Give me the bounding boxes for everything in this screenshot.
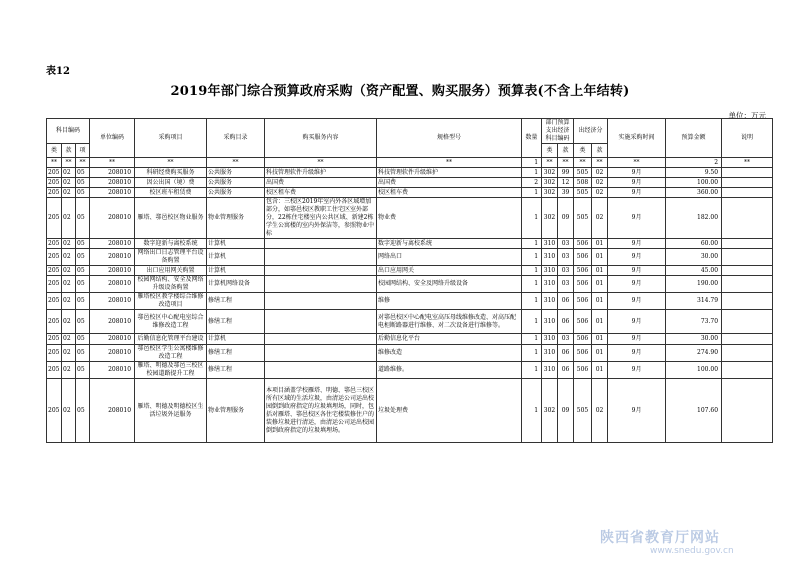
cell-catalog: 公共服务 [207, 188, 265, 198]
cell-catalog: 计算机网络设备 [207, 276, 265, 293]
cell-e2: 06 [558, 362, 574, 379]
cell-e1: 310 [542, 293, 558, 310]
cell-unit: 208010 [90, 276, 135, 293]
cell-e1: 310 [542, 345, 558, 362]
cell-unit: 208010 [90, 249, 135, 266]
cell-unit: 208010 [90, 310, 135, 334]
cell-qty: 1 [522, 334, 542, 345]
cell-catalog: 公共服务 [207, 178, 265, 188]
cell-kuan: 02 [62, 293, 76, 310]
index-cell: ** [76, 158, 90, 168]
cell-g2: 01 [592, 362, 608, 379]
cell-lei: 205 [47, 276, 62, 293]
cell-lei: 205 [47, 362, 62, 379]
cell-service [265, 239, 377, 249]
cell-unit: 208010 [90, 379, 135, 443]
cell-catalog: 修缮工程 [207, 362, 265, 379]
cell-spec: 校园网结构、安全及网络升级设备 [377, 276, 522, 293]
cell-e2: 03 [558, 266, 574, 276]
cell-kuan: 02 [62, 178, 76, 188]
cell-lei: 205 [47, 249, 62, 266]
cell-lei: 205 [47, 334, 62, 345]
cell-catalog: 物业管理服务 [207, 379, 265, 443]
cell-catalog: 计算机 [207, 334, 265, 345]
cell-amount: 100.00 [666, 362, 722, 379]
cell-spec: 数字迎新与离校系统 [377, 239, 522, 249]
cell-xiang: 05 [76, 379, 90, 443]
cell-amount: 30.00 [666, 334, 722, 345]
table-row [47, 362, 773, 379]
cell-note [722, 249, 773, 266]
cell-spec: 物业费 [377, 198, 522, 239]
index-cell: ** [47, 158, 62, 168]
cell-g2: 02 [592, 379, 608, 443]
header-spec: 规格型号 [377, 119, 522, 158]
cell-g1: 506 [574, 334, 592, 345]
cell-g1: 506 [574, 239, 592, 249]
cell-project: 雁塔、鄠邑校区物业服务 [135, 198, 207, 239]
cell-e2: 03 [558, 249, 574, 266]
header-time: 实施采购时间 [608, 119, 666, 158]
cell-time: 9月 [608, 276, 666, 293]
cell-spec: 垃圾处理费 [377, 379, 522, 443]
unit-label: 单位：万元 [728, 111, 766, 120]
cell-e1: 310 [542, 334, 558, 345]
cell-service: 科技管理软件升级维护 [265, 168, 377, 178]
index-cell: ** [90, 158, 135, 168]
cell-project: 网络出口日志管理平台设备购置 [135, 249, 207, 266]
cell-service: 本项目涵盖学校雁塔、明德、鄠邑三校区所有区域的生活垃圾，由清运公司运出校园倒到政府指定的垃圾填埋场，同时，包括对雁塔、鄠邑校区各住宅楼装修住户的装修垃圾进行清运，由清运公司运出校园倒到政府指定的垃圾填埋场。 [265, 379, 377, 443]
header-econ-lei: 类 [542, 144, 558, 158]
cell-service: 出国费 [265, 178, 377, 188]
budget-table [46, 118, 773, 443]
cell-e2: 12 [558, 178, 574, 188]
cell-amount: 314.79 [666, 293, 722, 310]
cell-project: 校园网结构、安全及网络升级设备购置 [135, 276, 207, 293]
cell-kuan: 02 [62, 168, 76, 178]
cell-note [722, 362, 773, 379]
cell-catalog: 计算机 [207, 249, 265, 266]
cell-time: 9月 [608, 249, 666, 266]
header-service: 购买服务内容 [265, 119, 377, 158]
cell-unit: 208010 [90, 198, 135, 239]
cell-g2: 01 [592, 239, 608, 249]
cell-catalog: 计算机 [207, 266, 265, 276]
cell-xiang: 05 [76, 310, 90, 334]
cell-note [722, 334, 773, 345]
cell-kuan: 02 [62, 198, 76, 239]
cell-time: 9月 [608, 293, 666, 310]
cell-g2: 02 [592, 178, 608, 188]
cell-catalog: 计算机 [207, 239, 265, 249]
cell-lei: 205 [47, 198, 62, 239]
cell-g1: 506 [574, 293, 592, 310]
cell-g2: 01 [592, 276, 608, 293]
cell-kuan: 02 [62, 266, 76, 276]
cell-spec: 网络出口 [377, 249, 522, 266]
cell-note [722, 178, 773, 188]
cell-xiang: 05 [76, 198, 90, 239]
index-cell: ** [542, 158, 558, 168]
cell-e2: 03 [558, 276, 574, 293]
cell-service [265, 362, 377, 379]
cell-note [722, 345, 773, 362]
cell-kuan: 02 [62, 188, 76, 198]
header-gov-kuan: 款 [592, 144, 608, 158]
cell-note [722, 168, 773, 178]
cell-spec: 出国费 [377, 178, 522, 188]
cell-xiang: 05 [76, 239, 90, 249]
cell-e2: 09 [558, 379, 574, 443]
cell-qty: 1 [522, 239, 542, 249]
cell-time: 9月 [608, 198, 666, 239]
cell-unit: 208010 [90, 239, 135, 249]
cell-amount: 360.00 [666, 188, 722, 198]
cell-xiang: 05 [76, 334, 90, 345]
cell-g1: 506 [574, 249, 592, 266]
cell-unit: 208010 [90, 266, 135, 276]
watermark: 陕西省教育厅网站 [600, 530, 720, 546]
cell-amount: 190.00 [666, 276, 722, 293]
header-note: 说明 [722, 119, 773, 158]
index-cell: ** [558, 158, 574, 168]
cell-e1: 302 [542, 178, 558, 188]
cell-g2: 01 [592, 266, 608, 276]
cell-time: 9月 [608, 188, 666, 198]
cell-amount: 107.60 [666, 379, 722, 443]
cell-g1: 505 [574, 198, 592, 239]
header-lei: 类 [47, 144, 62, 158]
cell-xiang: 05 [76, 276, 90, 293]
cell-kuan: 02 [62, 239, 76, 249]
header-gov-econ: 出经济分 [574, 119, 608, 144]
cell-lei: 205 [47, 379, 62, 443]
cell-lei: 205 [47, 188, 62, 198]
cell-time: 9月 [608, 362, 666, 379]
cell-g1: 506 [574, 345, 592, 362]
cell-kuan: 02 [62, 249, 76, 266]
cell-service [265, 345, 377, 362]
table-number: 表12 [46, 66, 70, 77]
cell-time: 9月 [608, 168, 666, 178]
cell-xiang: 05 [76, 249, 90, 266]
table-row [47, 310, 773, 334]
cell-amount: 9.50 [666, 168, 722, 178]
header-kuan: 款 [62, 144, 76, 158]
cell-xiang: 05 [76, 362, 90, 379]
cell-lei: 205 [47, 168, 62, 178]
cell-service [265, 334, 377, 345]
table-row [47, 188, 773, 198]
cell-project: 科研经费购买服务 [135, 168, 207, 178]
table-row [47, 168, 773, 178]
table-row [47, 334, 773, 345]
cell-qty: 1 [522, 362, 542, 379]
header-econ: 部门预算支出经济科目编码 [542, 119, 574, 144]
cell-project: 出口应用网关购置 [135, 266, 207, 276]
cell-e2: 06 [558, 293, 574, 310]
table-row [47, 198, 773, 239]
cell-qty: 1 [522, 276, 542, 293]
cell-unit: 208010 [90, 334, 135, 345]
cell-g2: 01 [592, 310, 608, 334]
cell-project: 鄠邑校区中心配电室综合维修改造工程 [135, 310, 207, 334]
cell-g1: 505 [574, 379, 592, 443]
cell-qty: 2 [522, 178, 542, 188]
cell-spec: 道路维修。 [377, 362, 522, 379]
header-econ-kuan: 款 [558, 144, 574, 158]
cell-g1: 506 [574, 310, 592, 334]
cell-lei: 205 [47, 345, 62, 362]
cell-project: 鄠邑校区学生公寓楼维修改造工程 [135, 345, 207, 362]
header-catalog: 采购目录 [207, 119, 265, 158]
cell-e1: 302 [542, 168, 558, 178]
cell-kuan: 02 [62, 276, 76, 293]
cell-xiang: 05 [76, 345, 90, 362]
cell-unit: 208010 [90, 362, 135, 379]
watermark-url: www.snedu.gov.cn [650, 546, 734, 556]
cell-e1: 310 [542, 239, 558, 249]
cell-project: 雁塔、明德及明德校区生活垃圾外运服务 [135, 379, 207, 443]
cell-spec: 科技管理软件升级维护 [377, 168, 522, 178]
cell-project: 雁塔校区教学楼综合维修改造项目 [135, 293, 207, 310]
cell-g2: 02 [592, 188, 608, 198]
index-cell: ** [377, 158, 522, 168]
cell-project: 校区班车租赁费 [135, 188, 207, 198]
index-cell: ** [62, 158, 76, 168]
cell-note [722, 293, 773, 310]
cell-time: 9月 [608, 178, 666, 188]
cell-note [722, 310, 773, 334]
cell-time: 9月 [608, 379, 666, 443]
cell-project: 后勤信息化管理平台建设 [135, 334, 207, 345]
cell-e1: 310 [542, 249, 558, 266]
cell-lei: 205 [47, 293, 62, 310]
cell-unit: 208010 [90, 188, 135, 198]
cell-g2: 01 [592, 334, 608, 345]
table-row [47, 249, 773, 266]
cell-e1: 302 [542, 188, 558, 198]
cell-note [722, 379, 773, 443]
header-gov-lei: 类 [574, 144, 592, 158]
cell-xiang: 05 [76, 293, 90, 310]
cell-project: 因公出国（境）费 [135, 178, 207, 188]
cell-catalog: 物业管理服务 [207, 198, 265, 239]
cell-kuan: 02 [62, 310, 76, 334]
cell-service [265, 293, 377, 310]
header-kemu: 科目编码 [47, 119, 90, 144]
cell-e2: 03 [558, 334, 574, 345]
cell-service [265, 249, 377, 266]
header-amount: 预算金额 [666, 119, 722, 158]
table-row [47, 276, 773, 293]
page-title: 2019年部门综合预算政府采购（资产配置、购买服务）预算表(不含上年结转) [170, 84, 630, 99]
cell-g1: 508 [574, 178, 592, 188]
table-row [47, 379, 773, 443]
cell-g1: 506 [574, 266, 592, 276]
cell-e2: 39 [558, 188, 574, 198]
cell-lei: 205 [47, 310, 62, 334]
cell-e1: 302 [542, 198, 558, 239]
cell-e1: 302 [542, 379, 558, 443]
cell-xiang: 05 [76, 266, 90, 276]
cell-e2: 09 [558, 198, 574, 239]
cell-e1: 310 [542, 276, 558, 293]
cell-project: 数字迎新与离校系统 [135, 239, 207, 249]
index-cell: 2 [666, 158, 722, 168]
cell-unit: 208010 [90, 178, 135, 188]
index-cell: ** [265, 158, 377, 168]
cell-time: 9月 [608, 310, 666, 334]
cell-g1: 506 [574, 276, 592, 293]
cell-service: 校区租车费 [265, 188, 377, 198]
cell-catalog: 修缮工程 [207, 293, 265, 310]
cell-lei: 205 [47, 239, 62, 249]
cell-qty: 1 [522, 198, 542, 239]
cell-amount: 45.00 [666, 266, 722, 276]
cell-e2: 99 [558, 168, 574, 178]
cell-service [265, 310, 377, 334]
cell-amount: 182.00 [666, 198, 722, 239]
cell-kuan: 02 [62, 379, 76, 443]
cell-note [722, 266, 773, 276]
cell-xiang: 05 [76, 168, 90, 178]
cell-project: 雁塔、明德及鄠邑三校区校园道路提升工程 [135, 362, 207, 379]
cell-g2: 02 [592, 198, 608, 239]
cell-e2: 06 [558, 310, 574, 334]
cell-service [265, 266, 377, 276]
cell-kuan: 02 [62, 362, 76, 379]
cell-g2: 01 [592, 345, 608, 362]
index-row [47, 158, 773, 168]
table-row [47, 266, 773, 276]
cell-spec: 后勤信息化平台 [377, 334, 522, 345]
cell-catalog: 修缮工程 [207, 310, 265, 334]
table-row [47, 178, 773, 188]
index-cell: ** [608, 158, 666, 168]
cell-qty: 1 [522, 345, 542, 362]
cell-qty: 1 [522, 310, 542, 334]
cell-time: 9月 [608, 266, 666, 276]
cell-e2: 06 [558, 345, 574, 362]
cell-time: 9月 [608, 345, 666, 362]
cell-time: 9月 [608, 239, 666, 249]
cell-amount: 30.00 [666, 249, 722, 266]
cell-g2: 02 [592, 168, 608, 178]
cell-unit: 208010 [90, 293, 135, 310]
cell-catalog: 修缮工程 [207, 345, 265, 362]
cell-qty: 1 [522, 188, 542, 198]
cell-service [265, 276, 377, 293]
cell-e1: 310 [542, 362, 558, 379]
cell-g1: 506 [574, 362, 592, 379]
cell-kuan: 02 [62, 345, 76, 362]
cell-note [722, 276, 773, 293]
cell-amount: 73.70 [666, 310, 722, 334]
cell-g1: 505 [574, 168, 592, 178]
cell-amount: 100.00 [666, 178, 722, 188]
cell-lei: 205 [47, 178, 62, 188]
cell-unit: 208010 [90, 345, 135, 362]
cell-kuan: 02 [62, 334, 76, 345]
header-project: 采购项目 [135, 119, 207, 158]
cell-catalog: 公共服务 [207, 168, 265, 178]
cell-note [722, 188, 773, 198]
cell-qty: 1 [522, 293, 542, 310]
cell-qty: 1 [522, 249, 542, 266]
cell-xiang: 05 [76, 178, 90, 188]
cell-note [722, 239, 773, 249]
index-cell: ** [592, 158, 608, 168]
cell-spec: 维修 [377, 293, 522, 310]
cell-time: 9月 [608, 334, 666, 345]
table-row [47, 293, 773, 310]
cell-note [722, 198, 773, 239]
cell-spec: 出口应用网关 [377, 266, 522, 276]
index-cell: ** [574, 158, 592, 168]
header-xiang: 项 [76, 144, 90, 158]
index-cell: ** [135, 158, 207, 168]
cell-service: 包含：三校区2019年室内外各区域增加部分，如鄠邑校区教职工住宅区室外部分，22栋住宅楼室内公共区域、新建2栋学生公寓楼的室内外保洁等，参照物业中标 [265, 198, 377, 239]
cell-qty: 1 [522, 379, 542, 443]
header-unit-code: 单位编码 [90, 119, 135, 158]
cell-amount: 60.00 [666, 239, 722, 249]
table-row [47, 239, 773, 249]
cell-g2: 01 [592, 249, 608, 266]
header-qty: 数量 [522, 119, 542, 158]
cell-spec: 校区租车费 [377, 188, 522, 198]
index-cell: ** [207, 158, 265, 168]
cell-lei: 205 [47, 266, 62, 276]
cell-amount: 274.90 [666, 345, 722, 362]
cell-e1: 310 [542, 266, 558, 276]
index-cell: 1 [522, 158, 542, 168]
cell-unit: 208010 [90, 168, 135, 178]
cell-qty: 1 [522, 266, 542, 276]
cell-g2: 01 [592, 293, 608, 310]
cell-e2: 03 [558, 239, 574, 249]
index-cell: ** [722, 158, 773, 168]
cell-e1: 310 [542, 310, 558, 334]
cell-g1: 505 [574, 188, 592, 198]
cell-spec: 维修改造 [377, 345, 522, 362]
table-row [47, 345, 773, 362]
cell-xiang: 05 [76, 188, 90, 198]
cell-qty: 1 [522, 168, 542, 178]
cell-spec: 对鄠邑校区中心配电室高压母线维修改造、对高压配电柜断路器进行维修、对二次设备进行维修等。 [377, 310, 522, 334]
